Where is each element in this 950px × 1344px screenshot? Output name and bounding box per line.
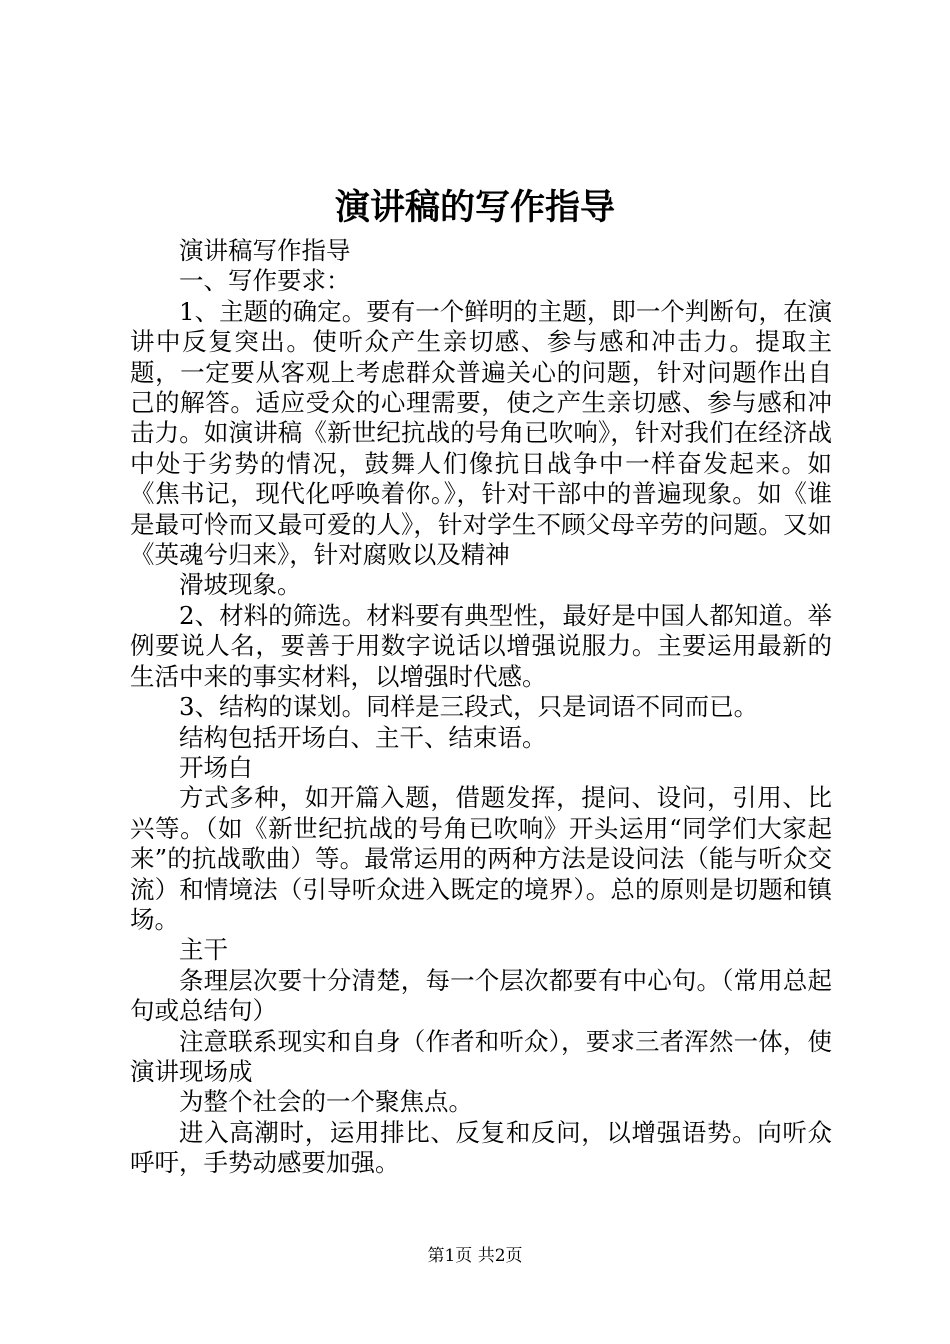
paragraph: 注意联系现实和自身（作者和听众），要求三者浑然一体，使演讲现场成 [130, 1026, 832, 1086]
paragraph: 一、写作要求： [179, 266, 351, 296]
paragraph: 为整个社会的一个聚焦点。 [179, 1087, 473, 1117]
document-body [130, 236, 832, 1179]
paragraph: 方式多种，如开篇入题，借题发挥，提问、设问，引用、比兴等。（如《新世纪抗战的号角已吹响》开头运用“同学们大家起来”的抗战歌曲）等。最常运用的两种方法是设问法（能与听众交流）和情境法（引导听众进入既定的境界）。总的原则是切题和镇场。 [130, 783, 832, 934]
paragraph: 主干 [179, 935, 228, 965]
document-title: 演讲稿的写作指导 [334, 187, 615, 228]
paragraph: 条理层次要十分清楚，每一个层次都要有中心句。（常用总起句或总结句） [130, 965, 832, 1026]
paragraph: 进入高潮时，运用排比、反复和反问，以增强语势。向听众呼吁，手势动感要加强。 [130, 1117, 832, 1178]
paragraph: 1、主题的确定。要有一个鲜明的主题，即一个判断句，在演讲中反复突出。使听众产生亲切感、参与感和冲击力。提取主题，一定要从客观上考虑群众普遍关心的问题，针对问题作出自己的解答。适应受众的心理需要，使之产生亲切感、参与感和冲击力。如演讲稿《新世纪抗战的号角已吹响》，针对我们在经济战中处于劣势的情况，鼓舞人们像抗日战争中一样奋发起来。如《焦书记，现代化呼唤着你。》，针对干部中的普遍现象。如《谁是最可怜而又最可爱的人》，针对学生不顾父母辛劳的问题。又如《英魂兮归来》，针对腐败以及精神 [130, 296, 832, 570]
page-number-footer: 第1页 共2页 [427, 1246, 523, 1266]
paragraph: 2、材料的筛选。材料要有典型性，最好是中国人都知道。举例要说人名，要善于用数字说话以增强说服力。主要运用最新的生活中来的事实材料，以增强时代感。 [130, 600, 832, 691]
paragraph: 3、结构的谋划。同样是三段式，只是词语不同而已。 [179, 692, 759, 722]
paragraph: 滑坡现象。 [179, 570, 302, 600]
paragraph: 演讲稿写作指导 [179, 236, 351, 265]
paragraph: 开场白 [179, 752, 253, 782]
paragraph: 结构包括开场白、主干、结束语。 [179, 722, 547, 752]
